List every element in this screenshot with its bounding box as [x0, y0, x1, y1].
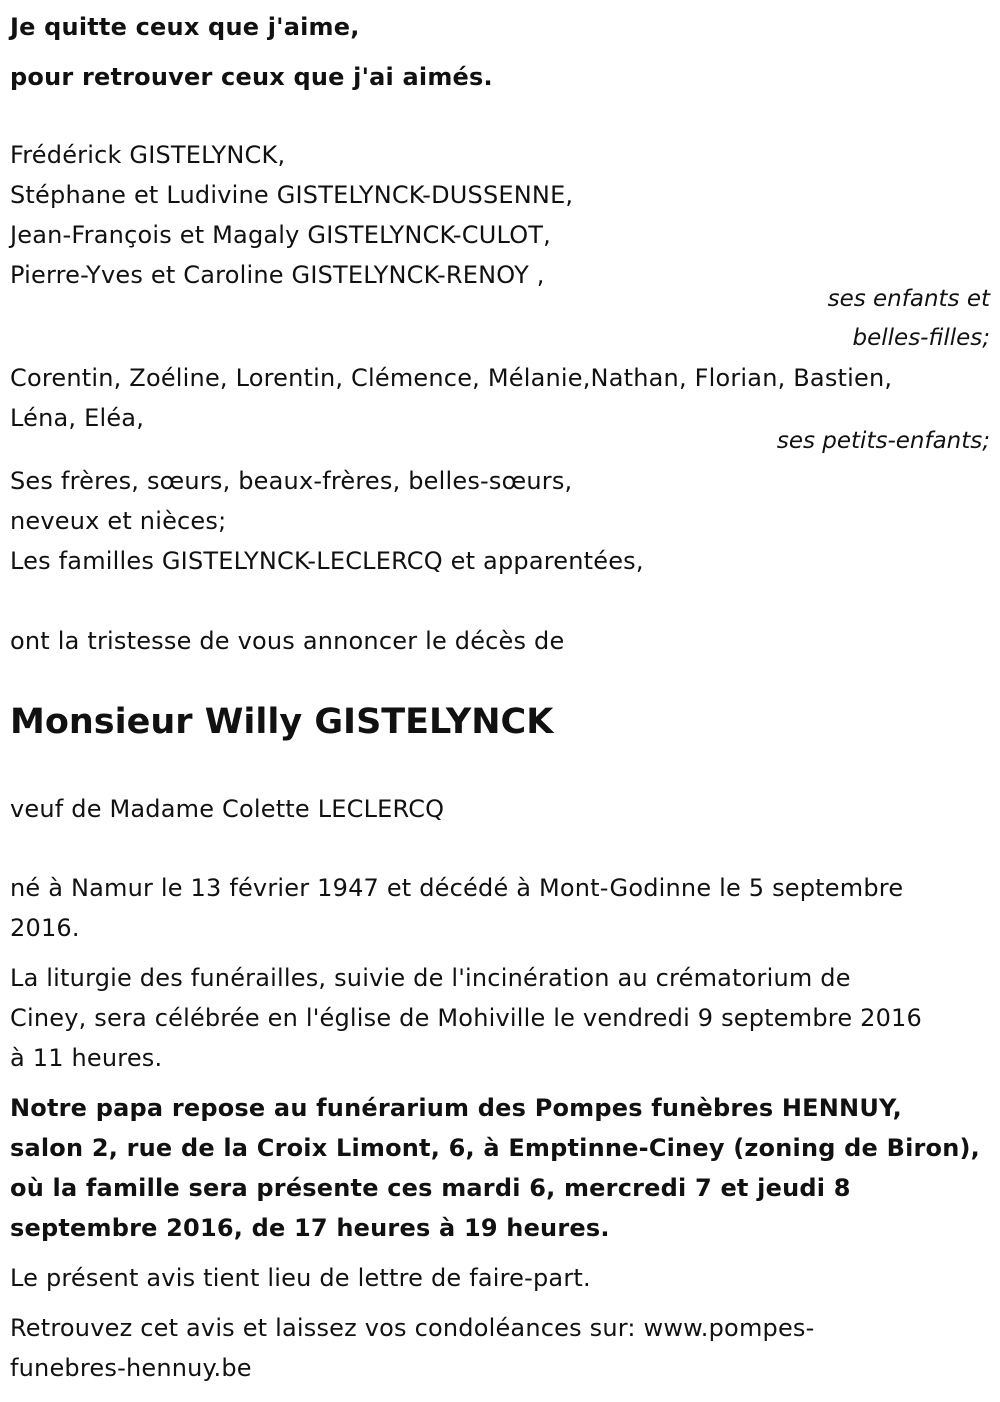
condolences-line-1: Retrouvez cet avis et laissez vos condoléances sur: www.pompes-: [10, 1314, 815, 1342]
grandchildren-line-1: Corentin, Zoéline, Lorentin, Clémence, Mélanie,Nathan, Florian, Bastien,: [10, 364, 893, 392]
deceased-name: Monsieur Willy GISTELYNCK: [10, 702, 554, 742]
birth-death-line-2: 2016.: [10, 914, 80, 942]
liturgy-line-3: à 11 heures.: [10, 1044, 163, 1072]
children-role-line-2: belles-filles;: [852, 325, 990, 351]
liturgy-line-1: La liturgie des funérailles, suivie de l'incinération au crématorium de: [10, 964, 851, 992]
children-role-line-1: ses enfants et: [827, 286, 990, 312]
notice-text: Le présent avis tient lieu de lettre de faire-part.: [10, 1264, 591, 1292]
funerarium-line-4: septembre 2016, de 17 heures à 19 heures.: [10, 1214, 610, 1242]
child-name: Jean-François et Magaly GISTELYNCK-CULOT,: [10, 221, 551, 249]
condolences-line-2: funebres-hennuy.be: [10, 1354, 252, 1382]
child-name: Frédérick GISTELYNCK,: [10, 141, 286, 169]
grandchildren-line-2: Léna, Eléa,: [10, 404, 145, 432]
widower-text: veuf de Madame Colette LECLERCQ: [10, 795, 445, 823]
family-line-1: Ses frères, sœurs, beaux-frères, belles-sœurs,: [10, 467, 573, 495]
grandchildren-role: ses petits-enfants;: [776, 428, 990, 454]
quote-line-2: pour retrouver ceux que j'ai aimés.: [10, 63, 493, 91]
funerarium-line-3: où la famille sera présente ces mardi 6, mercredi 7 et jeudi 8: [10, 1174, 851, 1202]
funerarium-line-2: salon 2, rue de la Croix Limont, 6, à Emptinne-Ciney (zoning de Biron),: [10, 1134, 981, 1162]
family-line-3: Les familles GISTELYNCK-LECLERCQ et apparentées,: [10, 547, 644, 575]
birth-death-line-1: né à Namur le 13 février 1947 et décédé à Mont-Godinne le 5 septembre: [10, 874, 904, 902]
child-name: Pierre-Yves et Caroline GISTELYNCK-RENOY ,: [10, 261, 545, 289]
funerarium-line-1: Notre papa repose au funérarium des Pompes funèbres HENNUY,: [10, 1094, 902, 1122]
announcement-text: ont la tristesse de vous annoncer le décès de: [10, 627, 565, 655]
child-name: Stéphane et Ludivine GISTELYNCK-DUSSENNE,: [10, 181, 574, 209]
liturgy-line-2: Ciney, sera célébrée en l'église de Mohiville le vendredi 9 septembre 2016: [10, 1004, 922, 1032]
quote-line-1: Je quitte ceux que j'aime,: [10, 13, 360, 41]
family-line-2: neveux et nièces;: [10, 507, 227, 535]
